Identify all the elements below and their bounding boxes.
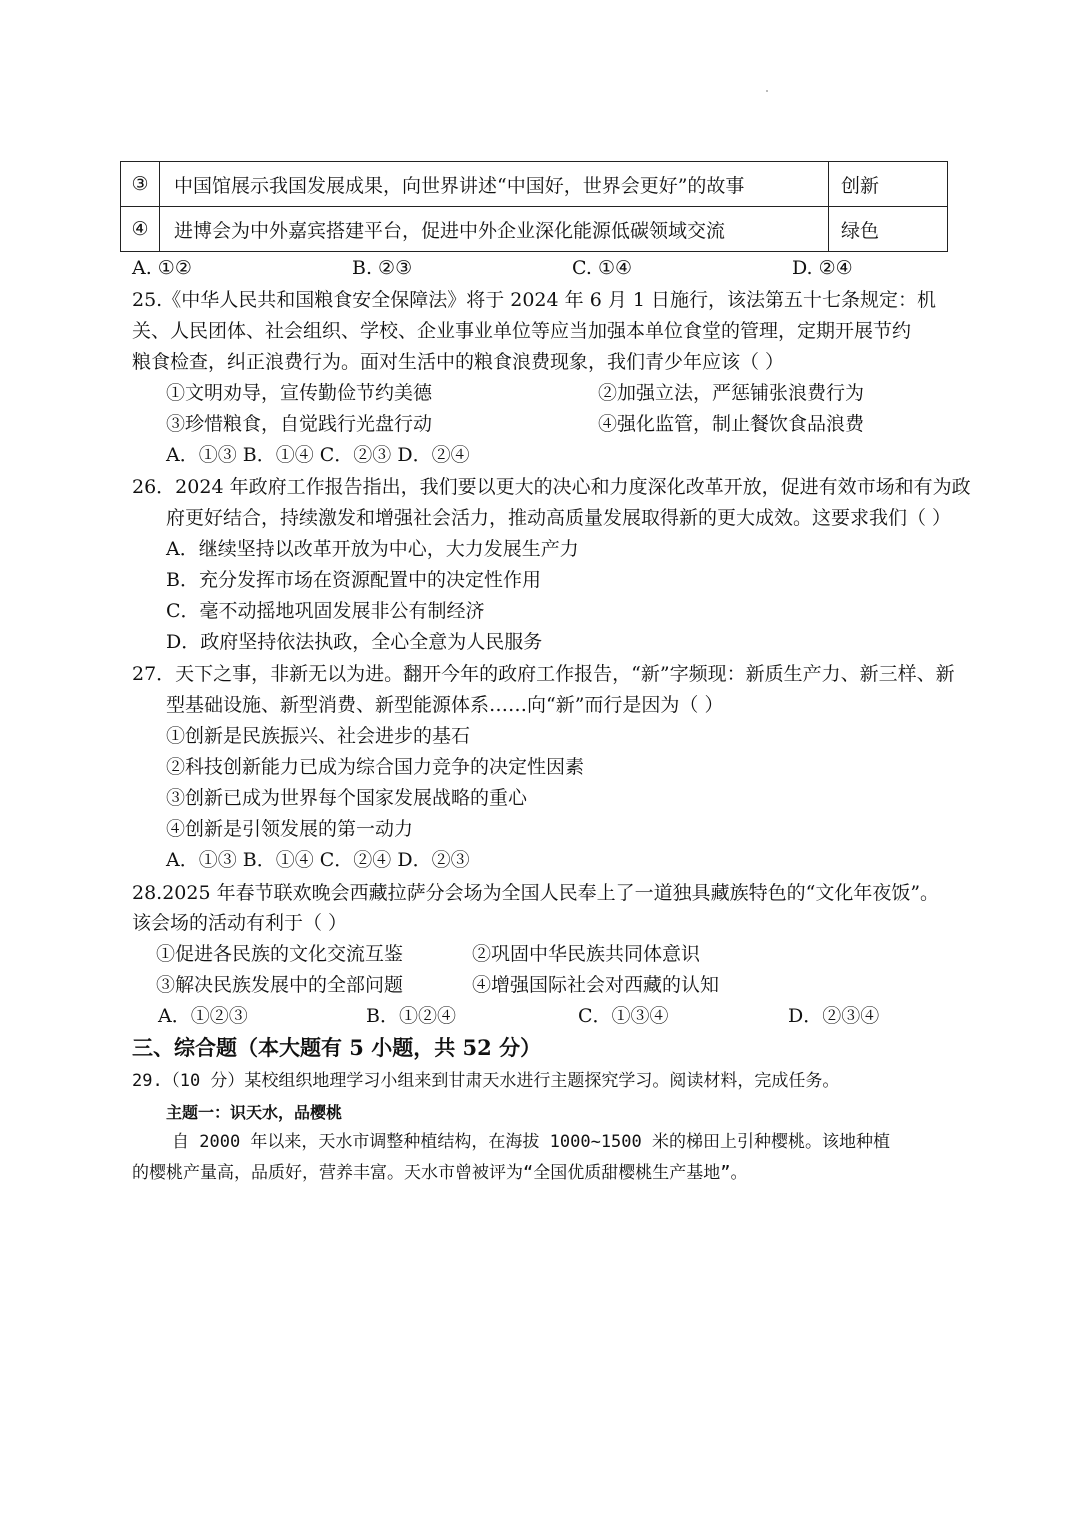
q26-option-a: A．继续坚持以改革开放为中心，大力发展生产力 [166, 538, 579, 560]
table-row-tag: 绿色 [829, 207, 948, 252]
q25-item: ①文明劝导，宣传勤俭节约美德 [166, 382, 433, 404]
q28-item: ④增强国际社会对西藏的认知 [472, 974, 720, 996]
table-row-text: 中国馆展示我国发展成果，向世界讲述“中国好，世界会更好”的故事 [160, 162, 829, 207]
q27-item: ③创新已成为世界每个国家发展战略的重心 [166, 787, 528, 809]
q26-option-d: D．政府坚持依法执政，全心全意为人民服务 [166, 631, 543, 653]
q24-option-c: C. ①④ [572, 257, 633, 279]
q27-item: ①创新是民族振兴、社会进步的基石 [166, 725, 471, 747]
section-heading: 三、综合题（本大题有 5 小题，共 52 分） [132, 1035, 542, 1060]
table-row-number: ④ [121, 207, 160, 252]
q27-options: A．①③ B．①④ C．②④ D．②③ [166, 849, 470, 871]
q27-item: ④创新是引领发展的第一动力 [166, 818, 414, 840]
q25-stem-line: 25.《中华人民共和国粮食安全保障法》将于 2024 年 6 月 1 日施行，该法第五十七条规定：机 [132, 289, 936, 311]
q28-stem-line: 该会场的活动有利于（ ） [132, 912, 348, 934]
q24-option-d: D. ②④ [792, 257, 853, 279]
q27-stem-line: 型基础设施、新型消费、新型能源体系……向“新”而行是因为（ ） [166, 694, 724, 716]
q28-option-c: C．①③④ [578, 1005, 669, 1027]
q28-option-a: A．①②③ [158, 1005, 248, 1027]
q26-option-c: C．毫不动摇地巩固发展非公有制经济 [166, 600, 485, 622]
table-row-tag: 创新 [829, 162, 948, 207]
q24-option-a: A. ①② [132, 257, 192, 279]
q25-stem-line: 关、人民团体、社会组织、学校、企业事业单位等应当加强本单位食堂的管理，定期开展节约 [132, 320, 912, 342]
q28-item: ①促进各民族的文化交流互鉴 [156, 943, 404, 965]
q25-item: ③珍惜粮食，自觉践行光盘行动 [166, 413, 433, 435]
theme-heading: 主题一：识天水，品樱桃 [166, 1103, 343, 1122]
table-row-text: 进博会为中外嘉宾搭建平台，促进中外企业深化能源低碳领域交流 [160, 207, 829, 252]
q24-option-b: B. ②③ [352, 257, 413, 279]
q28-item: ②巩固中华民族共同体意识 [472, 943, 701, 965]
q28-option-d: D．②③④ [788, 1005, 880, 1027]
q26-option-b: B．充分发挥市场在资源配置中的决定性作用 [166, 569, 541, 591]
q29-intro: 29.（10 分）某校组织地理学习小组来到甘肃天水进行主题探究学习。阅读材料，完成任务。 [132, 1071, 840, 1091]
material-paragraph-line: 的樱桃产量高，品质好，营养丰富。天水市曾被评为“全国优质甜樱桃生产基地”。 [132, 1163, 748, 1183]
q27-item: ②科技创新能力已成为综合国力竞争的决定性因素 [166, 756, 585, 778]
q28-item: ③解决民族发展中的全部问题 [156, 974, 404, 996]
q26-stem-line: 26．2024 年政府工作报告指出，我们要以更大的决心和力度深化改革开放，促进有效市场和有为政 [132, 476, 971, 498]
q25-stem-line: 粮食检查，纠正浪费行为。面对生活中的粮食浪费现象，我们青少年应该（ ） [132, 351, 785, 373]
table-row [121, 207, 948, 252]
table-row-number: ③ [121, 162, 160, 207]
options-table [120, 161, 948, 252]
table-row [121, 162, 948, 207]
q28-stem-line: 28.2025 年春节联欢晚会西藏拉萨分会场为全国人民奉上了一道独具藏族特色的“文化年夜饭”。 [132, 882, 940, 904]
scan-dot [766, 90, 768, 92]
q25-item: ②加强立法，严惩铺张浪费行为 [598, 382, 865, 404]
q25-options: A．①③ B．①④ C．②③ D．②④ [166, 444, 470, 466]
q28-option-b: B．①②④ [366, 1005, 456, 1027]
q25-item: ④强化监管，制止餐饮食品浪费 [598, 413, 865, 435]
material-paragraph-line: 自 2000 年以来，天水市调整种植结构，在海拔 1000~1500 米的梯田上引种樱桃。该地种植 [172, 1132, 890, 1152]
q26-stem-line: 府更好结合，持续激发和增强社会活力，推动高质量发展取得新的更大成效。这要求我们（ ） [166, 507, 952, 529]
q27-stem-line: 27．天下之事，非新无以为进。翻开今年的政府工作报告，“新”字频现：新质生产力、新三样、新 [132, 663, 955, 685]
